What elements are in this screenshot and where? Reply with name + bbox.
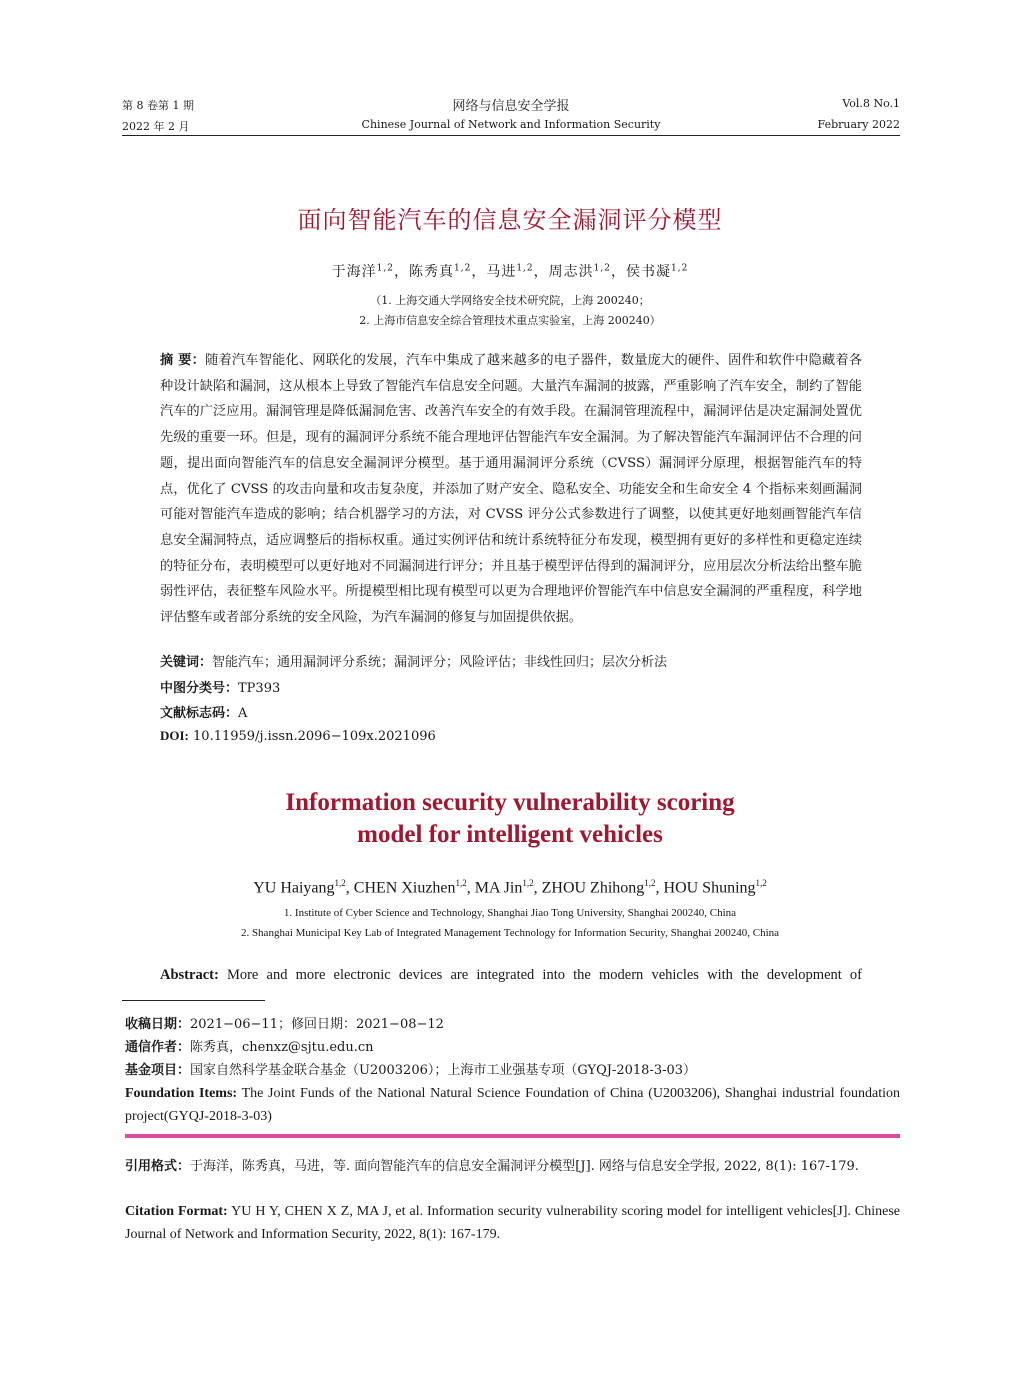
- abstract-en-text: More and more electronic devices are integrated into the modern vehicles with the development of: [226, 967, 862, 983]
- corresponding-label: 通信作者：: [125, 1040, 191, 1055]
- document-code-text: A: [238, 706, 248, 721]
- citation-format-cn: [125, 1155, 900, 1179]
- footnote-foundation-items: [125, 1082, 900, 1128]
- keywords-text: 智能汽车；通用漏洞评分系统；漏洞评分；风险评估；非线性回归；层次分析法: [212, 655, 668, 670]
- document-code-cn: [160, 702, 247, 721]
- citation-en-label: Citation Format:: [125, 1204, 228, 1219]
- footnote-received: [125, 1013, 900, 1032]
- affiliation-en-2: 2. Shanghai Municipal Key Lab of Integrated Management Technology for Information Security, Shanghai 200240, China: [240, 927, 780, 939]
- header-volume-issue-cn: 第 8 卷第 1 期: [122, 99, 194, 112]
- author-affiliation-mark: 1,2: [755, 878, 767, 888]
- doi-label: DOI:: [160, 728, 189, 743]
- keywords-cn: [160, 651, 667, 670]
- author-affiliation-mark: 1,2: [454, 263, 472, 274]
- author-name: 侯书凝: [625, 264, 671, 280]
- author-list-cn: [0, 261, 1020, 281]
- author-affiliation-mark: 1,2: [376, 263, 394, 274]
- paper-title-cn: 面向智能汽车的信息安全漏洞评分模型: [297, 206, 723, 234]
- foundation-label: Foundation Items:: [125, 1086, 238, 1101]
- author-separator: ，: [471, 264, 487, 280]
- header-date-en: February 2022: [817, 118, 900, 131]
- author-affiliation-mark: 1,2: [670, 263, 689, 274]
- header-journal-cn: 网络与信息安全学报: [452, 99, 570, 114]
- author-name: 周志洪: [548, 264, 594, 280]
- author-separator: ,: [533, 879, 542, 897]
- author-separator: ,: [345, 879, 354, 897]
- author-separator: ，: [610, 264, 626, 280]
- foundation-text: The Joint Funds of the National Natural Science Foundation of China (U2003206), Shanghai industrial foundation project(GYQJ-2018-3-03): [125, 1086, 900, 1124]
- running-header-top: [122, 97, 900, 113]
- header-volume-issue-en: Vol.8 No.1: [842, 97, 900, 110]
- document-code-label: 文献标志码：: [160, 706, 239, 721]
- abstract-en-label: Abstract:: [160, 967, 219, 983]
- author-name: 马进: [486, 264, 517, 280]
- author-affiliation-mark: 1,2: [644, 878, 656, 888]
- abstract-en: [160, 967, 862, 984]
- citation-cn-text: 于海洋，陈秀真，马进，等. 面向智能汽车的信息安全漏洞评分模型[J]. 网络与信息安全学报, 2022, 8(1): 167-179.: [190, 1159, 859, 1174]
- citation-en-text: YU H Y, CHEN X Z, MA J, et al. Information security vulnerability scoring model for intelligent vehicles[J]. Chinese Journal of Network and Information Security, 2022, 8(1): 167-179.: [125, 1204, 900, 1242]
- author-name: MA Jin: [474, 879, 523, 897]
- paper-title-en: [0, 787, 1020, 851]
- header-date-cn: 2022 年 2 月: [122, 120, 190, 133]
- header-rule: [122, 135, 900, 136]
- author-name: 陈秀真: [409, 264, 454, 280]
- citation-divider: [125, 1134, 900, 1138]
- affiliation-cn-1: （1. 上海交通大学网络安全技术研究院，上海 200240；: [370, 294, 650, 307]
- author-name: HOU Shuning: [663, 879, 756, 897]
- footnote-corresponding-author: [125, 1036, 900, 1055]
- received-label: 收稿日期：: [125, 1017, 191, 1032]
- author-list-en: [0, 878, 1020, 897]
- doi: [160, 728, 436, 744]
- corresponding-text: 陈秀真，chenxz@sjtu.edu.cn: [190, 1040, 374, 1055]
- affiliation-en-1: 1. Institute of Cyber Science and Technology, Shanghai Jiao Tong University, Shanghai 200240, China: [283, 907, 737, 919]
- fund-label: 基金项目：: [125, 1063, 191, 1078]
- author-name: YU Haiyang: [253, 879, 335, 897]
- author-separator: ,: [655, 879, 664, 897]
- running-header-bottom: [122, 118, 900, 132]
- keywords-label: 关键词：: [160, 655, 213, 670]
- affiliation-cn-2: 2. 上海市信息安全综合管理技术重点实验室，上海 200240）: [359, 314, 661, 327]
- paper-title-en-line-1: Information security vulnerability scoring: [285, 789, 735, 816]
- author-name: ZHOU Zhihong: [541, 879, 645, 897]
- footnote-fund: [125, 1059, 900, 1078]
- author-name: 于海洋: [331, 264, 377, 280]
- citation-cn-label: 引用格式：: [125, 1159, 191, 1174]
- author-separator: ，: [394, 264, 409, 280]
- author-name: CHEN Xiuzhen: [353, 879, 456, 897]
- footnote-rule: [122, 1000, 265, 1001]
- header-journal-en: Chinese Journal of Network and Information Security: [361, 118, 661, 131]
- abstract-cn: [160, 348, 862, 631]
- classification-label: 中图分类号：: [160, 681, 239, 696]
- abstract-cn-label: 摘 要：: [160, 353, 206, 368]
- classification-text: TP393: [238, 681, 281, 696]
- author-affiliation-mark: 1,2: [522, 878, 534, 888]
- abstract-cn-text: 随着汽车智能化、网联化的发展，汽车中集成了越来越多的电子器件，数量庞大的硬件、固件和软件中隐藏着各种设计缺陷和漏洞，这从根本上导致了智能汽车信息安全问题。大量汽车漏洞的披露，严重影响了汽车安全，制约了智能汽车的广泛应用。漏洞管理是降低漏洞危害、改善汽车安全的有效手段。在漏洞管理流程中，漏洞评估是决定漏洞处置优先级的重要一环。但是，现有的漏洞评分系统不能合理地评估智能汽车安全漏洞。为了解决智能汽车漏洞评估不合理的问题，提出面向智能汽车的信息安全漏洞评分模型。基于通用漏洞评分系统（CVSS）漏洞评分原理，根据智能汽车的特点，优化了 CVSS 的攻击向量和攻击复杂度，并添加了财产安全、隐私安全、功能安全和生命安全 4 个指标来刻画漏洞可能对智能汽车造成的影响；结合机器学习的方法，对 CVSS 评分公式参数进行了调整，以使其更好地刻画智能汽车信息安全漏洞特点，适应调整后的指标权重。通过实例评估和统计系统特征分布发现，模型拥有更好的多样性和更稳定连续的特征分布，表明模型可以更好地对不同漏洞进行评分；并且基于模型评估得到的漏洞评分，应用层次分析法给出整车脆弱性评估，表征整车风险水平。所提模型相比现有模型可以更为合理地评价智能汽车中信息安全漏洞的严重程度，科学地评估整车或者部分系统的安全风险，为汽车漏洞的修复与加固提供依据。: [160, 353, 863, 626]
- received-text: 2021−06−11；修回日期：2021−08−12: [190, 1017, 444, 1032]
- fund-text: 国家自然科学基金联合基金（U2003206）；上海市工业强基专项（GYQJ-2018-3-03）: [190, 1063, 697, 1078]
- author-affiliation-mark: 1,2: [334, 878, 346, 888]
- classification-cn: [160, 677, 280, 696]
- author-affiliation-mark: 1,2: [455, 878, 467, 888]
- doi-link[interactable]: 10.11959/j.issn.2096−109x.2021096: [193, 729, 436, 744]
- author-affiliation-mark: 1,2: [516, 263, 534, 274]
- citation-format-en: [125, 1200, 900, 1246]
- author-affiliation-mark: 1,2: [593, 263, 611, 274]
- paper-title-en-line-2: model for intelligent vehicles: [357, 821, 663, 848]
- author-separator: ,: [466, 879, 475, 897]
- author-separator: ，: [533, 264, 549, 280]
